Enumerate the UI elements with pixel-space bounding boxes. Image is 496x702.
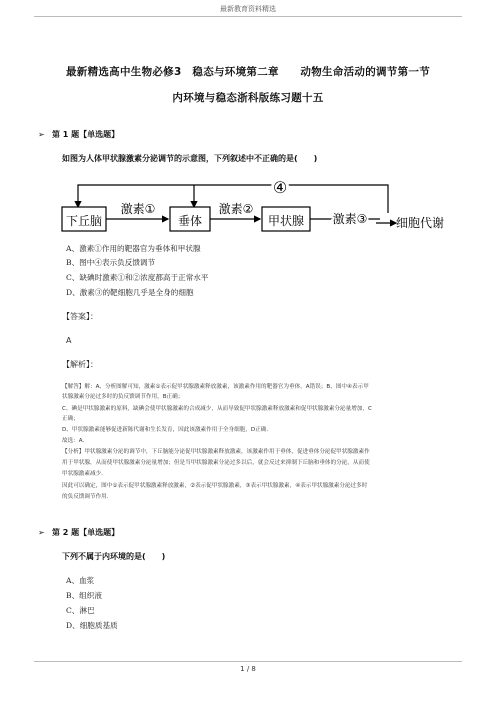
footer-divider [34,661,462,662]
doc-title-line1: 最新精选高中生物必修3 稳态与环境第二章 动物生命活动的调节第一节 [65,66,430,78]
hormone2-label: 激素② [218,202,254,216]
metabolism-label: 细胞代谢 [395,216,445,230]
q1-analysis-line: C、碘是甲状腺激素的原料，缺碘会使甲状腺激素的合成减少，从而导致促甲状腺激素释放激素和促甲状腺激素分泌量增加，C [62,406,372,412]
question-1-header [38,129,119,140]
q1-analysis-line: 状腺激素分泌过多时的负反馈调节作用，B正确； [62,394,184,400]
header-divider [34,16,462,17]
question-2-label: 第 2 题【单选题】 [52,528,120,537]
q2-option-a: A、血浆 [66,576,95,585]
hormone-regulation-diagram [58,175,446,237]
hypothalamus-label: 下丘脑 [65,214,103,228]
q2-option-c: C、淋巴 [66,606,95,615]
hormone1-label: 激素① [120,202,156,216]
q1-analysis-line: D、甲状腺激素能够促进新陈代谢和生长发育，因此该激素作用于全身细胞，D正确． [62,427,272,433]
thyroid-label: 甲状腺 [267,214,305,228]
q1-option-c: C、缺碘时激素①和②浓度都高于正常水平 [66,273,209,282]
question-1-stem: 如图为人体甲状腺激素分泌调节的示意图，下列叙述中不正确的是( ) [62,154,318,163]
q2-option-b: B、组织液 [66,591,102,600]
q1-analysis-label: 【解析】： [62,360,98,369]
q1-option-d: D、激素③的靶细胞几乎是全身的细胞 [66,288,194,297]
pituitary-label: 垂体 [177,214,203,228]
q1-option-a: A、激素①作用的靶器官为垂体和甲状腺 [66,244,201,253]
page-header: 最新教育资料精选 [220,5,276,13]
q1-analysis-line: 故选：A． [62,438,89,444]
hormone3-label: 激素③ [332,212,368,226]
q1-analysis-line: 【解答】解：A、分析图解可知，激素①表示促甲状腺激素释放激素，该激素作用的靶器官为垂体，A错误；B、图中④表示甲 [62,384,369,390]
doc-title-line2: 内环境与稳态浙科版练习题十五 [172,92,324,104]
page-number: 1 / 8 [240,665,256,673]
q1-analysis-line: 的负反馈调节作用． [62,494,113,500]
feedback-label: ④ [272,178,288,197]
question-2-header [38,527,119,538]
q1-analysis-line: 因此可以确定，图中①表示促甲状腺激素释放激素，②表示促甲状腺激素，③表示甲状腺激素，④表示甲状腺激素分泌过多时 [62,483,368,489]
q1-analysis-line: 甲状腺激素减少． [62,471,107,477]
q1-analysis-line: 正确； [62,416,79,422]
q1-answer-label: 【答案】： [62,312,98,321]
question-2-stem: 下列不属于内环境的是( ) [62,552,166,561]
q1-analysis-line: 用于甲状腺，从而使甲状腺激素分泌量增加；但是当甲状腺激素分泌过多以后，就会反过来抑制下丘脑和垂体的分泌，从而使 [62,460,370,466]
q2-option-d: D、细胞质基质 [66,621,118,630]
question-1-label: 第 1 题【单选题】 [52,130,120,139]
q1-analysis-line: 【分析】甲状腺激素分泌的调节中，下丘脑能分泌促甲状腺激素释放激素，该激素作用于垂体，促进垂体分泌促甲状腺激素作 [62,449,370,455]
bullet-arrow-icon: ➢ [38,130,45,139]
q1-option-b: B、图中④表示负反馈调节 [66,258,156,267]
q1-answer-value: A [66,336,72,345]
bullet-arrow-icon: ➢ [38,528,45,537]
